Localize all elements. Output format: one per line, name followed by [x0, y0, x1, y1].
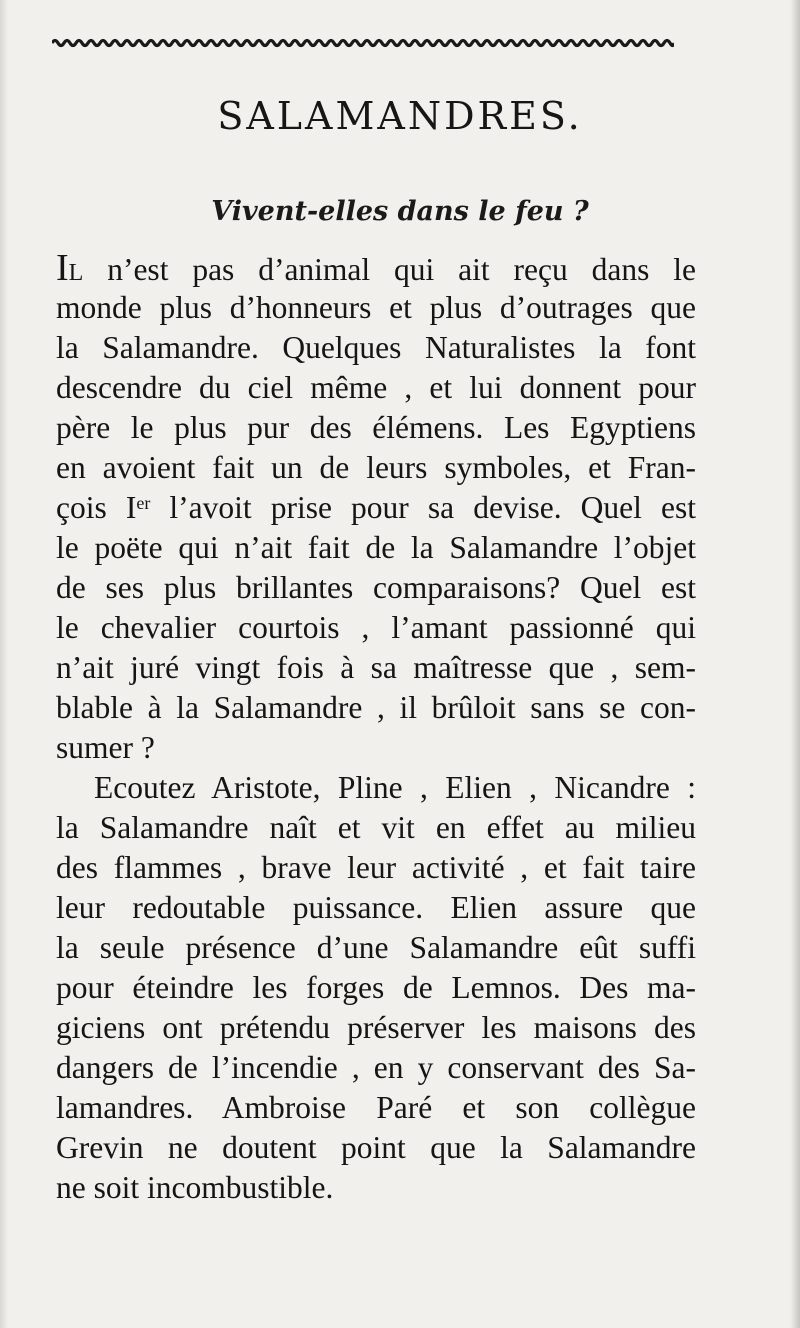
text-line: le poëte qui n’ait fait de la Salamandre l’objet	[56, 530, 696, 565]
small-capital: L	[68, 260, 84, 286]
text-line: la Salamandre naît et vit en effet au milieu	[56, 810, 696, 845]
line-text: n’est pas d’animal qui ait reçu dans le	[83, 252, 696, 287]
line-text: l’avoit prise pour sa devise. Quel est	[150, 490, 696, 525]
text-line: blable à la Salamandre , il brûloit sans se con-	[56, 690, 696, 725]
chapter-title: SALAMANDRES.	[217, 94, 583, 138]
text-line: n’ait juré vingt fois à sa maîtresse que , sem-	[56, 650, 696, 685]
superscript: er	[136, 493, 151, 513]
text-line: Ecoutez Aristote, Pline , Elien , Nicandre :	[94, 770, 696, 805]
text-line: en avoient fait un de leurs symboles, et Fran-	[56, 450, 696, 485]
text-line: pour éteindre les forges de Lemnos. Des ma-	[56, 970, 696, 1005]
text-line: la seule présence d’une Salamandre eût suffi	[56, 930, 696, 965]
body-text	[56, 248, 696, 1208]
text-line: descendre du ciel même , et lui donnent pour	[56, 370, 696, 405]
text-line: giciens ont prétendu préserver les maisons des	[56, 1010, 696, 1045]
drop-capital: I	[56, 247, 69, 289]
text-line: de ses plus brillantes comparaisons? Quel est	[56, 570, 696, 605]
text-line: le chevalier courtois , l’amant passionné qui	[56, 610, 696, 645]
line-text: çois I	[56, 490, 137, 525]
text-line: Grevin ne doutent point que la Salamandre	[56, 1130, 696, 1165]
text-line: lamandres. Ambroise Paré et son collègue	[56, 1090, 696, 1125]
text-line: ne soit incombustible.	[56, 1170, 334, 1205]
text-line: leur redoutable puissance. Elien assure que	[56, 890, 696, 925]
paragraph-1-line-1	[56, 248, 696, 288]
text-line: dangers de l’incendie , en y conservant des Sa-	[56, 1050, 696, 1085]
chapter-subtitle: Vivent-elles dans le feu ?	[211, 196, 589, 227]
text-line: sumer ?	[56, 730, 155, 765]
decorative-rule	[52, 36, 674, 50]
text-line: père le plus pur des élémens. Les Egyptiens	[56, 410, 696, 445]
text-line: des flammes , brave leur activité , et fait taire	[56, 850, 696, 885]
text-line	[56, 488, 696, 528]
text-line: monde plus d’honneurs et plus d’outrages que	[56, 290, 696, 325]
text-line: la Salamandre. Quelques Naturalistes la font	[56, 330, 696, 365]
